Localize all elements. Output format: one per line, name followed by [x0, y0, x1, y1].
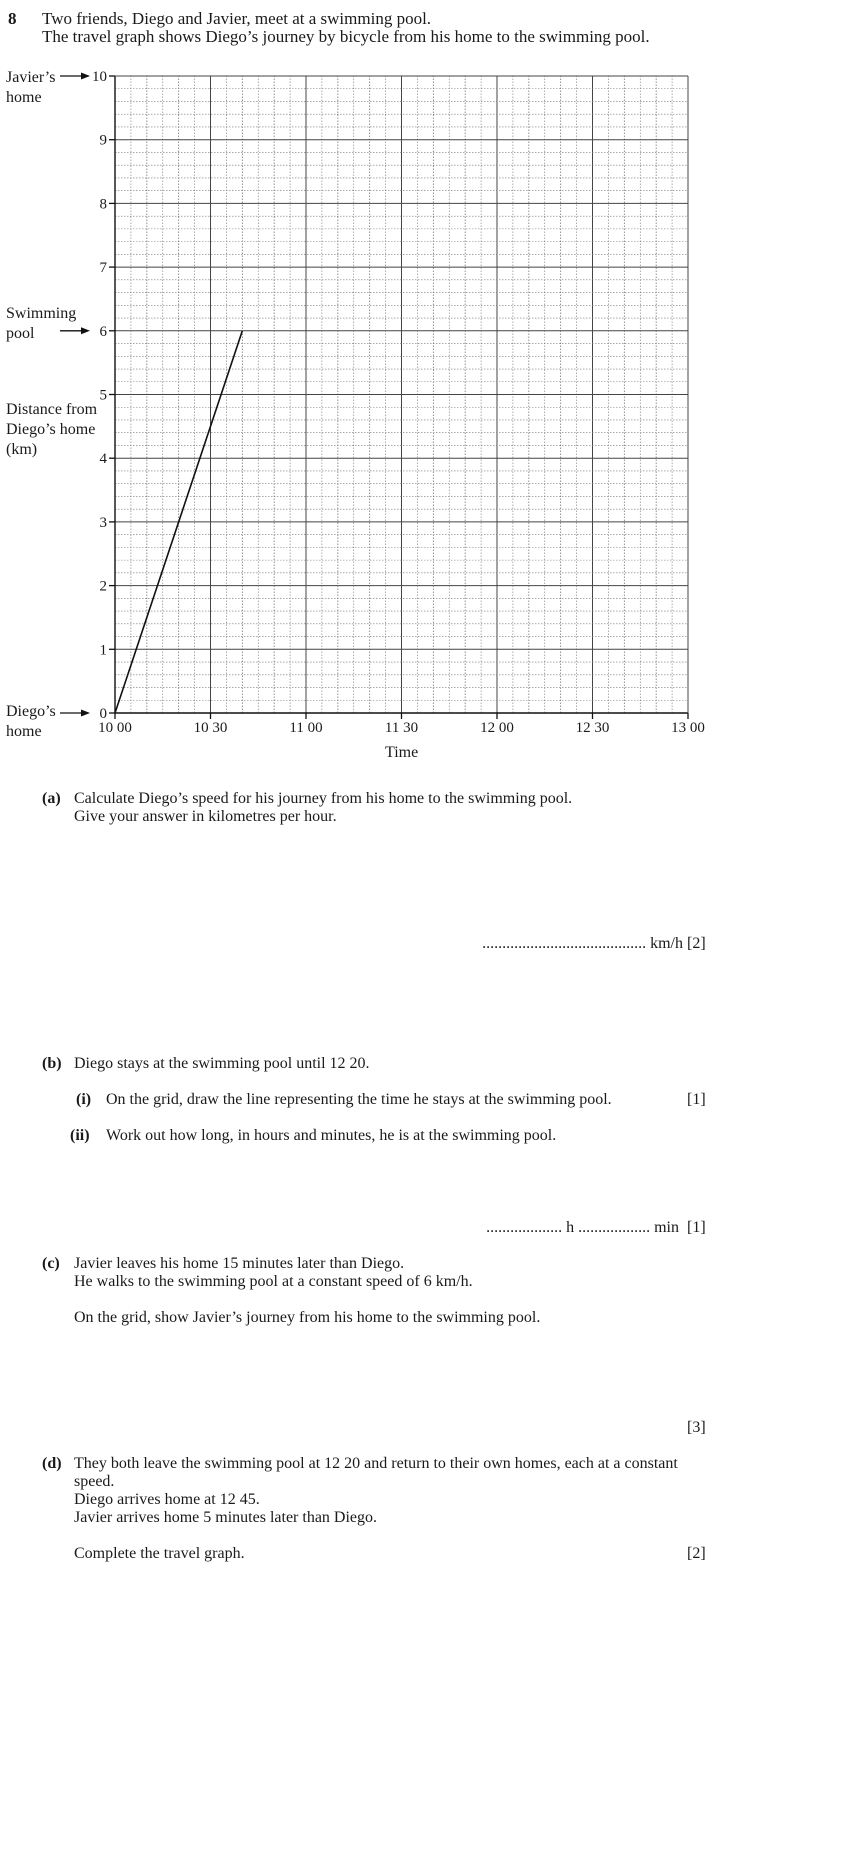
y-axis-label-line2: Diego’s home	[6, 421, 96, 438]
y-tick-label: 5	[99, 387, 107, 404]
x-tick-labels	[98, 713, 705, 736]
swimming-pool-arrow-head	[81, 327, 90, 334]
x-tick-label: 11 30	[384, 720, 419, 736]
y-tick-label: 9	[99, 132, 107, 149]
part-b-i-marks: [1]	[687, 1091, 706, 1108]
graph-grid	[115, 76, 688, 713]
part-a-label: (a)	[42, 790, 61, 807]
part-d-line1: They both leave the swimming pool at 12 20 and return to their own homes, each at a constant	[74, 1455, 678, 1472]
part-b-label: (b)	[42, 1055, 62, 1072]
part-b-i-text: On the grid, draw the line representing the time he stays at the swimming pool.	[106, 1091, 612, 1108]
y-tick-label: 7	[99, 260, 107, 277]
y-tick-label: 0	[99, 706, 107, 722]
part-d-line2: speed.	[74, 1473, 115, 1490]
x-tick-label: 12 00	[480, 720, 514, 736]
part-c-line3: On the grid, show Javier’s journey from his home to the swimming pool.	[74, 1309, 541, 1326]
part-b-ii-answer-line[interactable]: ................... h .................. min	[486, 1219, 679, 1236]
question-number: 8	[8, 9, 17, 28]
part-d-line5: Complete the travel graph.	[74, 1545, 245, 1562]
part-d-line3: Diego arrives home at 12 45.	[74, 1491, 260, 1508]
part-d-label: (d)	[42, 1455, 62, 1472]
x-tick-label: 11 00	[289, 720, 323, 736]
question-intro-line1: Two friends, Diego and Javier, meet at a swimming pool.	[42, 9, 432, 28]
part-b-ii-text: Work out how long, in hours and minutes, he is at the swimming pool.	[106, 1127, 557, 1144]
part-c-marks: [3]	[687, 1419, 706, 1436]
part-b-i-label: (i)	[76, 1091, 92, 1108]
x-tick-label: 10 00	[98, 720, 132, 736]
label-arrows	[60, 73, 90, 717]
part-a-line1: Calculate Diego’s speed for his journey from his home to the swimming pool.	[74, 790, 573, 807]
part-a-answer-line[interactable]: ......................................... km/h	[482, 935, 683, 952]
part-c-line2: He walks to the swimming pool at a constant speed of 6 km/h.	[74, 1273, 473, 1290]
y-tick-label: 10	[92, 69, 107, 85]
travel-graph[interactable]	[0, 0, 853, 780]
part-c-label: (c)	[42, 1255, 60, 1272]
x-tick-label: 10 30	[193, 720, 228, 736]
diegos-home-arrow-head	[81, 710, 90, 717]
question-intro-line2: The travel graph shows Diego’s journey by bicycle from his home to the swimming pool.	[42, 27, 650, 46]
part-a-marks: [2]	[687, 935, 706, 952]
diegos-home-label-line2: home	[6, 723, 42, 740]
y-axis-label-line1: Distance from	[6, 401, 98, 418]
y-axis-label-line3: (km)	[6, 441, 38, 458]
javiers-home-arrow-head	[81, 73, 90, 80]
diegos-home-label-line1: Diego’s	[6, 703, 56, 720]
swimming-pool-label-line1: Swimming	[6, 305, 77, 322]
y-tick-label: 3	[99, 514, 107, 531]
javiers-home-label-line1: Javier’s	[6, 69, 56, 86]
y-tick-label: 1	[99, 642, 107, 659]
y-tick-label: 4	[99, 451, 107, 468]
y-tick-labels	[92, 69, 115, 722]
javiers-home-label-line2: home	[6, 89, 42, 106]
swimming-pool-label-line2: pool	[6, 325, 35, 342]
y-tick-label: 6	[99, 323, 107, 340]
part-b-ii-marks: [1]	[687, 1219, 706, 1236]
y-tick-label: 2	[99, 578, 107, 595]
part-a-line2: Give your answer in kilometres per hour.	[74, 808, 337, 825]
part-b-ii-label: (ii)	[70, 1127, 90, 1144]
part-b-text: Diego stays at the swimming pool until 12 20.	[74, 1055, 370, 1072]
part-c-line1: Javier leaves his home 15 minutes later than Diego.	[74, 1255, 405, 1272]
x-axis-label: Time	[385, 744, 419, 761]
x-tick-label: 12 30	[575, 720, 610, 736]
part-d-marks: [2]	[687, 1545, 706, 1562]
part-d-line4: Javier arrives home 5 minutes later than Diego.	[74, 1509, 378, 1526]
y-tick-label: 8	[99, 196, 107, 213]
x-tick-label: 13 00	[671, 720, 705, 736]
